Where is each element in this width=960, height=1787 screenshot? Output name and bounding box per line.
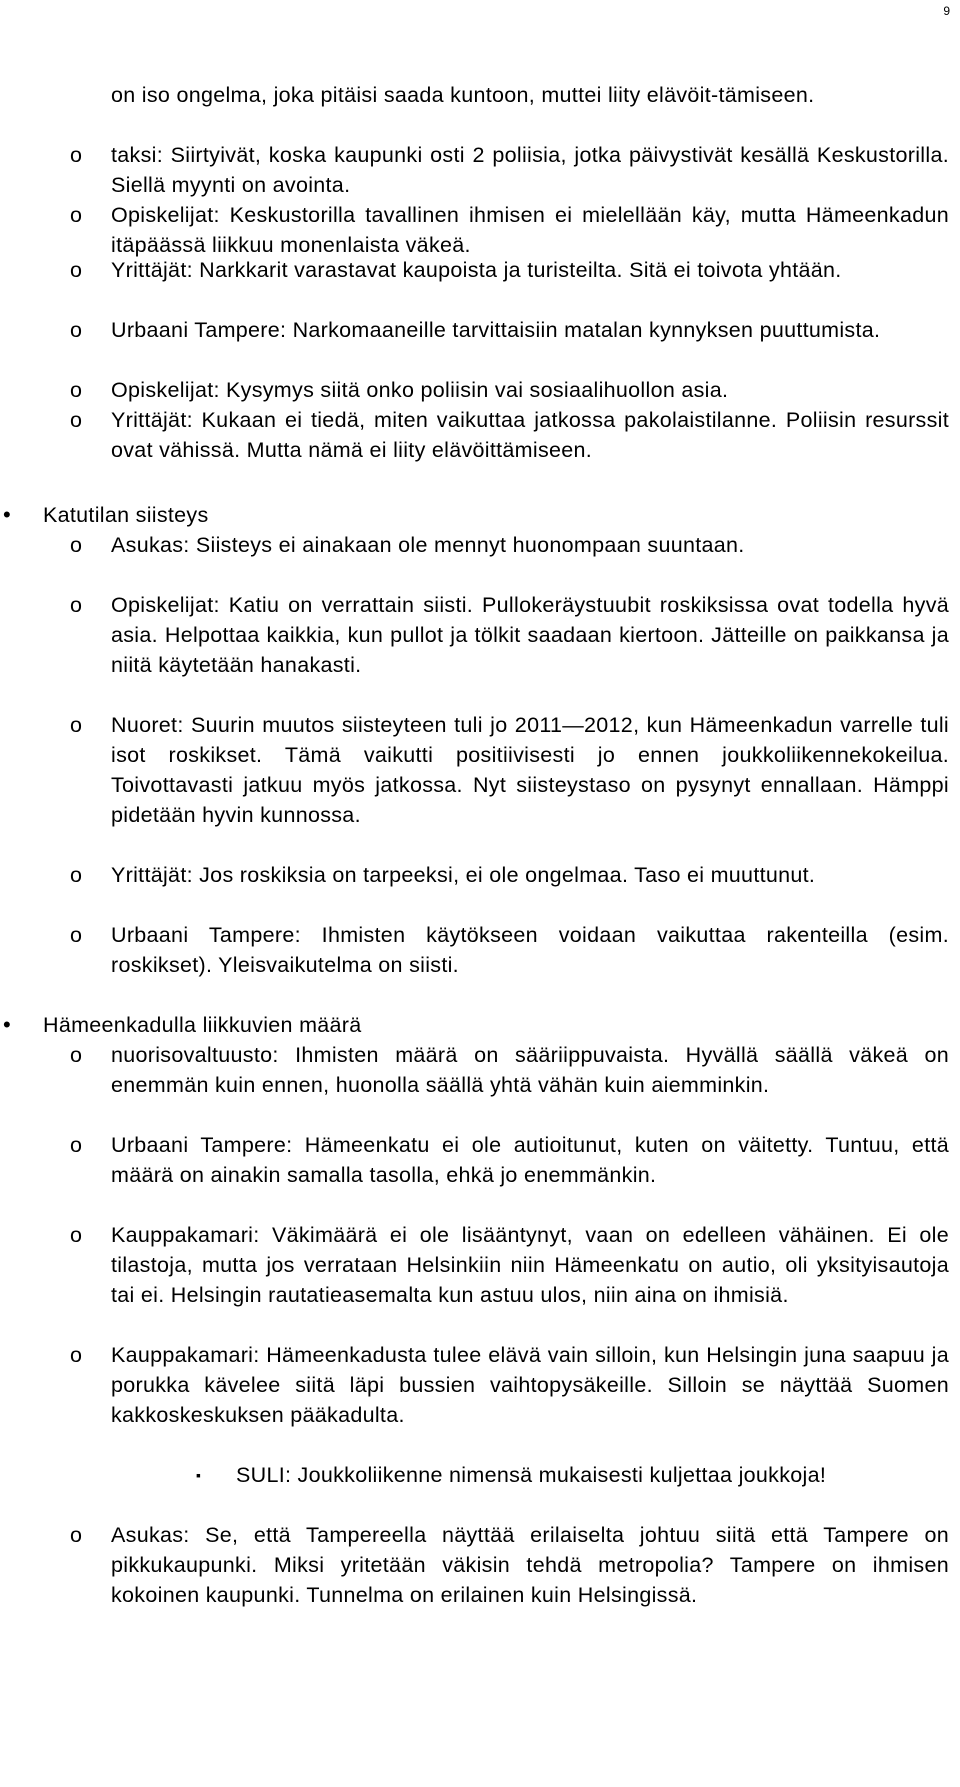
circle-bullet-icon: o <box>70 863 82 887</box>
circle-bullet-icon: o <box>70 1133 82 1157</box>
section-heading: Katutilan siisteys <box>43 503 209 527</box>
circle-bullet-icon: o <box>70 378 82 402</box>
list-item-text: Urbaani Tampere: Ihmisten käytökseen voidaan vaikuttaa rakenteilla (esim. roskikset). Yleisvaikutelma on siisti. <box>111 923 949 977</box>
list-item-text: Opiskelijat: Katiu on verrattain siisti. Pullokeräystuubit roskiksissa ovat todella hyvä asia. Helpottaa kaikkia, kun pullot ja tölkit saadaan kiertoon. Jätteille on paikkansa ja niitä käytetään hanakasti. <box>111 593 949 677</box>
circle-bullet-icon: o <box>70 408 82 432</box>
circle-bullet-icon: o <box>70 713 82 737</box>
list-item-text: SULI: Joukkoliikenne nimensä mukaisesti kuljettaa joukkoja! <box>236 1463 827 1487</box>
circle-bullet-icon: o <box>70 143 82 167</box>
circle-bullet-icon: o <box>70 318 82 342</box>
list-item-text: taksi: Siirtyivät, koska kaupunki osti 2 poliisia, jotka päivystivät kesällä Keskustorilla. Siellä myynti on avointa. <box>111 143 949 197</box>
list-item-text: Asukas: Se, että Tampereella näyttää erilaiselta johtuu siitä että Tampere on pikkukaupunki. Miksi yritetään väkisin tehdä metropolia? Tampere on ihmisen kokoinen kaupunki. Tunnelma on erilainen kuin Helsingissä. <box>111 1523 949 1607</box>
list-item-text: Urbaani Tampere: Hämeenkatu ei ole autioitunut, kuten on väitetty. Tuntuu, että määrä on ainakin samalla tasolla, ehkä jo enemmänkin. <box>111 1133 949 1187</box>
circle-bullet-icon: o <box>70 593 82 617</box>
bullet-icon: • <box>3 502 11 527</box>
list-item-text: Kauppakamari: Hämeenkadusta tulee elävä vain silloin, kun Helsingin juna saapuu ja porukka kävelee siitä läpi bussien vaihtopysäkeille. Silloin se näyttää Suomen kakkoskeskuksen pääkadulta. <box>111 1343 949 1427</box>
circle-bullet-icon: o <box>70 533 82 557</box>
circle-bullet-icon: o <box>70 203 82 227</box>
list-item-text: Yrittäjät: Kukaan ei tiedä, miten vaikuttaa jatkossa pakolaistilanne. Poliisin resurssit ovat vähissä. Mutta nämä ei liity elävöittämiseen. <box>111 408 949 462</box>
section-heading: Hämeenkadulla liikkuvien määrä <box>43 1013 362 1037</box>
bullet-icon: • <box>3 1012 11 1037</box>
list-item-text: on iso ongelma, joka pitäisi saada kuntoon, muttei liity elävöit-tämiseen. <box>111 83 815 107</box>
list-item-text: Opiskelijat: Kysymys siitä onko poliisin vai sosiaalihuollon asia. <box>111 378 729 402</box>
circle-bullet-icon: o <box>70 1043 82 1067</box>
list-item-text: Yrittäjät: Jos roskiksia on tarpeeksi, ei ole ongelmaa. Taso ei muuttunut. <box>111 863 816 887</box>
circle-bullet-icon: o <box>70 1343 82 1367</box>
circle-bullet-icon: o <box>70 258 82 282</box>
square-bullet-icon: ▪ <box>196 1467 201 1483</box>
list-item-text: Yrittäjät: Narkkarit varastavat kaupoista ja turisteilta. Sitä ei toivota yhtään. <box>111 258 842 282</box>
circle-bullet-icon: o <box>70 923 82 947</box>
list-item-text: Kauppakamari: Väkimäärä ei ole lisääntynyt, vaan on edelleen vähäinen. Ei ole tilastoja, mutta jos verrataan Helsinkiin niin Hämeenkatu on autio, oli yksityisautoja tai ei. Helsingin rautatieasemalta kun astuu ulos, niin aina on ihmisiä. <box>111 1223 949 1307</box>
circle-bullet-icon: o <box>70 1523 82 1547</box>
list-item-text: Asukas: Siisteys ei ainakaan ole mennyt huonompaan suuntaan. <box>111 533 745 557</box>
page-number: 9 <box>943 4 950 18</box>
list-item-text: Opiskelijat: Keskustorilla tavallinen ihmisen ei mielellään käy, mutta Hämeenkadun itäpäässä liikkuu monenlaista väkeä. <box>111 203 949 257</box>
list-item-text: nuorisovaltuusto: Ihmisten määrä on sääriippuvaista. Hyvällä säällä väkeä on enemmän kuin ennen, huonolla säällä yhtä vähän kuin aiemminkin. <box>111 1043 949 1097</box>
list-item-text: Urbaani Tampere: Narkomaaneille tarvittaisiin matalan kynnyksen puuttumista. <box>111 318 881 342</box>
list-item-text: Nuoret: Suurin muutos siisteyteen tuli jo 2011—2012, kun Hämeenkadun varrelle tuli isot roskikset. Tämä vaikutti positiivisesti jo ennen joukkoliikennekokeilua. Toivottavasti jatkuu myös jatkossa. Nyt siisteystaso on pysynyt ennallaan. Hämppi pidetään hyvin kunnossa. <box>111 713 949 827</box>
circle-bullet-icon: o <box>70 1223 82 1247</box>
